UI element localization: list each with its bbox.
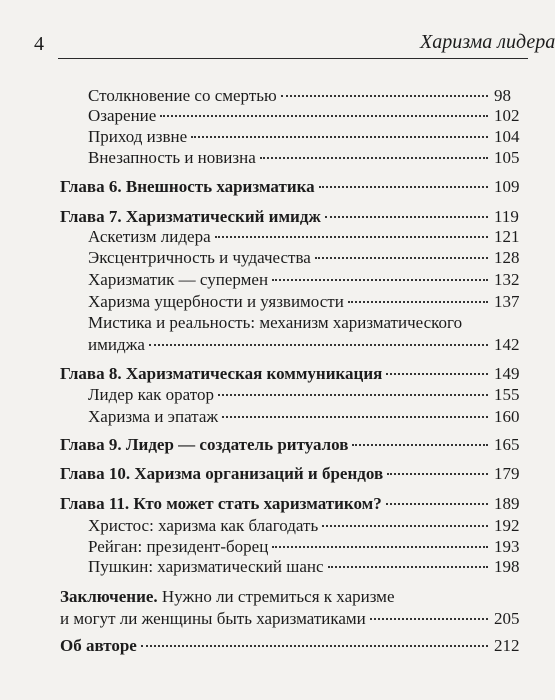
toc-entry-page: 119 — [494, 207, 519, 226]
dot-leader — [215, 236, 488, 238]
toc-entry-title: Рейган: президент-борец — [88, 537, 269, 556]
dot-leader — [218, 394, 488, 396]
dot-leader — [281, 95, 488, 97]
dot-leader — [322, 525, 488, 527]
toc-entry-title: Аскетизм лидера — [88, 227, 211, 246]
toc-entry-title: Христос: харизма как благодать — [88, 516, 319, 535]
toc-entry — [88, 270, 524, 290]
toc-conclusion — [60, 587, 524, 629]
toc-entry-title: Внезапность и новизна — [88, 148, 256, 167]
toc-entry-title: Эксцентричность и чудачества — [88, 248, 311, 267]
toc-chapter-title: Об авторе — [60, 636, 137, 655]
toc-entry-title: и могут ли женщины быть харизматиками — [60, 609, 366, 628]
toc-entry-page: 137 — [494, 292, 520, 311]
dot-leader — [160, 115, 488, 117]
toc-chapter — [60, 435, 524, 455]
toc-entry-title: Столкновение со смертью — [88, 86, 277, 105]
dot-leader — [352, 444, 488, 446]
dot-leader — [370, 618, 488, 620]
toc-entry-page: 98 — [494, 86, 511, 105]
toc-entry-page: 155 — [494, 385, 520, 404]
toc-entry-page: 104 — [494, 127, 520, 146]
dot-leader — [272, 279, 488, 281]
toc-entry-title: имиджа — [88, 335, 145, 354]
toc-chapter — [60, 207, 524, 227]
toc-entry-title: Пушкин: харизматический шанс — [88, 557, 324, 576]
toc-entry-page: 193 — [494, 537, 520, 556]
toc-entry-page: 212 — [494, 636, 520, 655]
toc-entry — [88, 148, 524, 168]
dot-leader — [315, 257, 488, 259]
toc-chapter-title: Глава 10. Харизма организаций и брендов — [60, 464, 384, 483]
toc-entry — [88, 557, 524, 577]
conclusion-lead: Заключение. — [60, 587, 158, 606]
toc-entry — [88, 385, 524, 405]
dot-leader — [325, 216, 488, 218]
toc-entry-page: 205 — [494, 609, 520, 628]
toc-entry-title: Озарение — [88, 106, 157, 125]
toc-entry-title: Харизма и эпатаж — [88, 407, 219, 426]
toc-entry — [88, 407, 524, 427]
toc-entry — [88, 248, 524, 268]
toc-entry — [88, 86, 524, 106]
toc-entry-title: Харизматик — супермен — [88, 270, 269, 289]
toc-entry-page: 149 — [494, 364, 520, 383]
dot-leader — [387, 473, 488, 475]
toc-entry — [88, 106, 524, 126]
toc-entry-page: 102 — [494, 106, 520, 125]
toc-entry — [88, 127, 524, 147]
toc-entry-page: 128 — [494, 248, 520, 267]
dot-leader — [319, 186, 488, 188]
toc-entry — [88, 516, 524, 536]
toc-entry-page: 165 — [494, 435, 520, 454]
dot-leader — [386, 503, 488, 505]
dot-leader — [272, 546, 488, 548]
toc-conclusion-line1 — [60, 587, 524, 609]
toc-entry — [88, 227, 524, 247]
toc-chapter-title: Глава 7. Харизматический имидж — [60, 207, 321, 226]
toc-entry-page: 160 — [494, 407, 520, 426]
toc-entry-page: 189 — [494, 494, 520, 513]
toc-chapter-title: Глава 9. Лидер — создатель ритуалов — [60, 435, 349, 454]
toc-chapter-title: Глава 11. Кто может стать харизматиком? — [60, 494, 382, 513]
toc-entry-page: 105 — [494, 148, 520, 167]
dot-leader — [222, 416, 488, 418]
toc-chapter — [60, 494, 524, 514]
toc-entry-title: Приход извне — [88, 127, 188, 146]
toc-entry-page: 132 — [494, 270, 520, 289]
toc-chapter — [60, 177, 524, 197]
toc-entry-title-line1: Мистика и реальность: механизм харизматического — [88, 313, 463, 332]
dot-leader — [386, 373, 488, 375]
toc-entry — [88, 537, 524, 557]
running-title: Харизма лидера — [420, 31, 555, 53]
dot-leader — [191, 136, 488, 138]
conclusion-line1-rest: Нужно ли стремиться к харизме — [157, 587, 395, 606]
toc-entry-title: Лидер как оратор — [88, 385, 214, 404]
toc-entry-page: 142 — [494, 335, 520, 354]
toc-entry-title: Харизма ущербности и уязвимости — [88, 292, 344, 311]
toc-chapter-title: Глава 6. Внешность харизматика — [60, 177, 315, 196]
toc-entry — [88, 292, 524, 312]
dot-leader — [348, 301, 488, 303]
toc-chapter — [60, 636, 524, 656]
dot-leader — [149, 344, 488, 346]
toc-entry-page: 121 — [494, 227, 520, 246]
toc-entry-page: 179 — [494, 464, 520, 483]
toc-chapter — [60, 364, 524, 384]
toc-entry-page: 198 — [494, 557, 520, 576]
page-number: 4 — [34, 33, 44, 55]
toc-entry-multiline — [88, 313, 524, 355]
dot-leader — [141, 645, 488, 647]
dot-leader — [260, 157, 488, 159]
toc-entry-page: 192 — [494, 516, 520, 535]
toc-chapter-title: Глава 8. Харизматическая коммуникация — [60, 364, 383, 383]
toc-chapter — [60, 464, 524, 484]
toc-entry-page: 109 — [494, 177, 520, 196]
dot-leader — [328, 566, 488, 568]
